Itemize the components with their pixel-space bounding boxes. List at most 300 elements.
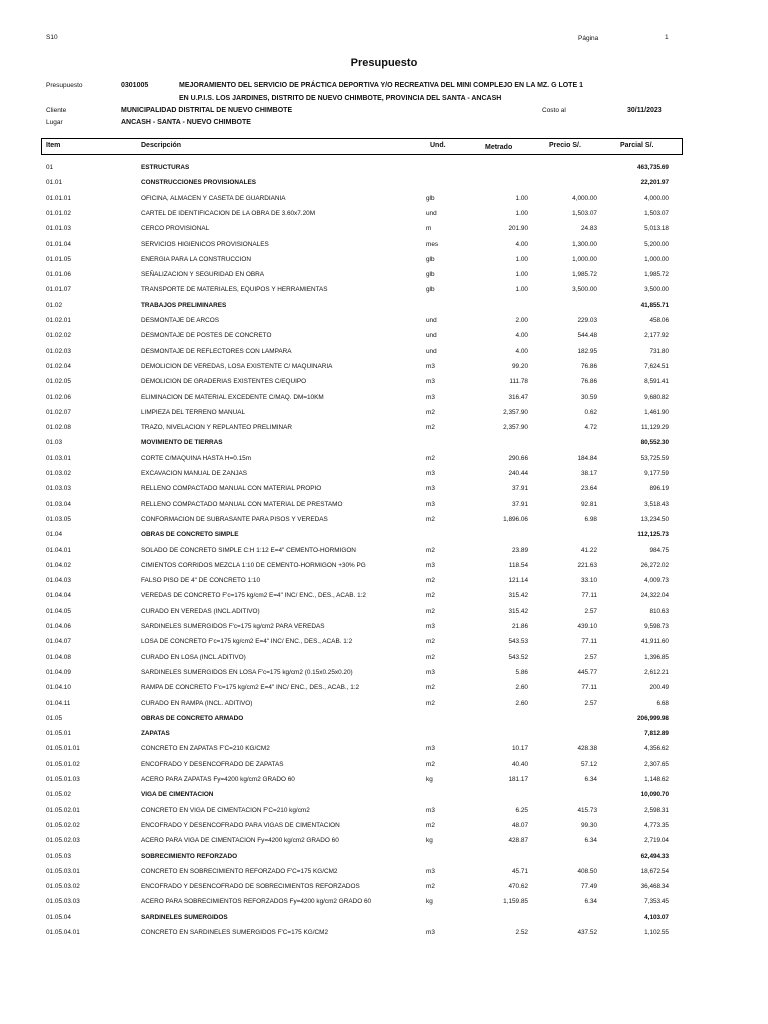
table-row — [0, 193, 768, 207]
parcial-cell: 24,322.04 — [640, 592, 669, 600]
precio-cell: 1,503.07 — [572, 209, 597, 217]
table-row — [0, 407, 768, 421]
item-cell: 01.03 — [46, 439, 62, 447]
costo-label: Costo al — [542, 107, 566, 114]
item-cell: 01.02.05 — [46, 378, 71, 386]
unit-cell: kg — [426, 837, 433, 845]
parcial-cell: 1,461.90 — [644, 408, 669, 416]
parcial-cell: 7,624.51 — [644, 362, 669, 370]
lugar-value: ANCASH - SANTA - NUEVO CHIMBOTE — [121, 119, 251, 126]
unit-cell: glb — [426, 286, 435, 294]
cliente-label: Cliente — [46, 107, 67, 114]
description-cell: CONCRETO EN SOBRECIMIENTO REFORZADO F'C=175 KG/CM2 — [141, 867, 338, 875]
precio-cell: 445.77 — [577, 668, 597, 676]
unit-cell: m2 — [426, 653, 435, 661]
description-cell: CURADO EN LOSA (INCL.ADITIVO) — [141, 653, 246, 661]
item-cell: 01.01.06 — [46, 271, 71, 279]
description-cell: TRAZO, NIVELACION Y REPLANTEO PRELIMINAR — [141, 424, 293, 432]
parcial-cell: 5,200.00 — [644, 240, 669, 248]
description-cell: CURADO EN RAMPA (INCL. ADITIVO) — [141, 699, 253, 707]
metrado-cell: 1.00 — [515, 209, 528, 217]
presupuesto-code: 0301005 — [121, 82, 149, 89]
precio-cell: 3,500.00 — [572, 286, 597, 294]
precio-cell: 544.48 — [577, 332, 597, 340]
parcial-cell: 1,000.00 — [644, 255, 669, 263]
parcial-cell: 112,125.73 — [637, 531, 669, 539]
table-row — [0, 743, 768, 757]
table-row — [0, 453, 768, 467]
table-row — [0, 499, 768, 513]
item-cell: 01.02 — [46, 301, 62, 309]
item-cell: 01.04.03 — [46, 577, 71, 585]
description-cell: ACERO PARA SOBRECIMIENTOS REFORZADOS Fy=4200 kg/cm2 GRADO 60 — [141, 898, 372, 906]
table-row — [0, 713, 768, 727]
unit-cell: m — [426, 225, 432, 233]
precio-cell: 23.64 — [581, 485, 597, 493]
parcial-cell: 8,591.41 — [644, 378, 669, 386]
unit-cell: m2 — [426, 454, 435, 462]
parcial-cell: 458.06 — [649, 317, 669, 324]
description-cell: VIGA DE CIMENTACION — [141, 791, 214, 799]
parcial-cell: 2,612.21 — [644, 668, 669, 676]
precio-cell: 6.34 — [584, 898, 597, 906]
report-code: S10 — [46, 34, 58, 41]
parcial-cell: 41,911.60 — [641, 638, 669, 646]
unit-cell: und — [426, 317, 437, 324]
description-cell: EXCAVACION MANUAL DE ZANJAS — [141, 470, 248, 477]
parcial-cell: 4,356.62 — [644, 745, 669, 753]
description-cell: TRABAJOS PRELIMINARES — [141, 301, 227, 309]
parcial-cell: 984.75 — [649, 546, 669, 554]
presupuesto-label: Presupuesto — [46, 82, 83, 89]
metrado-cell: 48.07 — [512, 821, 528, 829]
table-row — [0, 851, 768, 865]
description-cell: OFICINA, ALMACEN Y CASETA DE GUARDIANIA — [141, 194, 286, 202]
table-row — [0, 208, 768, 222]
description-cell: TRANSPORTE DE MATERIALES, EQUIPOS Y HERRAMIENTAS — [141, 286, 328, 294]
parcial-cell: 9,680.82 — [644, 393, 669, 401]
precio-cell: 1,000.00 — [572, 255, 597, 263]
metrado-cell: 111.78 — [509, 378, 528, 386]
item-cell: 01.03.01 — [46, 454, 71, 462]
table-row — [0, 254, 768, 268]
description-cell: ENCOFRADO Y DESENCOFRADO PARA VIGAS DE CIMENTACION — [141, 821, 340, 829]
unit-cell: m3 — [426, 929, 435, 936]
metrado-cell: 45.71 — [512, 867, 528, 875]
item-cell: 01.01.05 — [46, 255, 71, 263]
presupuesto-name-line1: MEJORAMIENTO DEL SERVICIO DE PRÁCTICA DEPORTIVA Y/O RECREATIVA DEL MINI COMPLEJO EN LA MZ. G LOTE 1 — [179, 82, 583, 89]
item-cell: 01.05.02.03 — [46, 837, 80, 845]
description-cell: RAMPA DE CONCRETO F'c=175 kg/cm2 E=4" INC/ ENC., DES., ACAB., 1:2 — [141, 684, 360, 692]
metrado-cell: 1,159.85 — [503, 898, 528, 906]
table-row — [0, 927, 768, 941]
table-row — [0, 284, 768, 298]
description-cell: CONCRETO EN VIGA DE CIMENTACION F'C=210 kg/cm2 — [141, 806, 310, 814]
item-cell: 01.05.01 — [46, 730, 71, 738]
description-cell: LOSA DE CONCRETO F'c=175 kg/cm2 E=4" INC/ ENC., DES., ACAB. 1:2 — [141, 638, 353, 646]
col-metrado-header: Metrado — [485, 144, 513, 151]
parcial-cell: 1,396.85 — [644, 653, 669, 661]
item-cell: 01.02.07 — [46, 408, 71, 416]
parcial-cell: 4,103.07 — [644, 913, 669, 921]
item-cell: 01.02.04 — [46, 362, 71, 370]
parcial-cell: 9,177.59 — [644, 470, 669, 477]
unit-cell: m2 — [426, 760, 435, 768]
metrado-cell: 470.62 — [508, 883, 528, 891]
parcial-cell: 41,855.71 — [640, 301, 669, 309]
metrado-cell: 2,357.90 — [503, 424, 528, 432]
description-cell: ENERGIA PARA LA CONSTRUCCION — [141, 255, 251, 263]
parcial-cell: 2,598.31 — [644, 806, 669, 814]
description-cell: CURADO EN VEREDAS (INCL.ADITIVO) — [141, 607, 260, 615]
table-row — [0, 774, 768, 788]
parcial-cell: 10,090.70 — [640, 791, 669, 799]
unit-cell: m3 — [426, 485, 435, 493]
item-cell: 01.04 — [46, 531, 62, 539]
col-item-header: Item — [46, 142, 61, 149]
unit-cell: glb — [426, 271, 435, 279]
precio-cell: 41.22 — [581, 546, 597, 554]
unit-cell: m3 — [426, 561, 435, 569]
parcial-cell: 896.19 — [649, 485, 669, 493]
unit-cell: glb — [426, 194, 435, 202]
metrado-cell: 4.00 — [515, 347, 528, 355]
table-row — [0, 177, 768, 191]
description-cell: MOVIMIENTO DE TIERRAS — [141, 439, 223, 447]
item-cell: 01.04.06 — [46, 623, 71, 630]
precio-cell: 6.34 — [584, 776, 597, 783]
unit-cell: m2 — [426, 424, 435, 432]
table-row — [0, 881, 768, 895]
description-cell: CONCRETO EN SARDINELES SUMERGIDOS F'C=175 KG/CM2 — [141, 929, 329, 936]
item-cell: 01.02.01 — [46, 317, 71, 324]
metrado-cell: 118.54 — [508, 561, 528, 569]
table-row — [0, 667, 768, 681]
description-cell: ENCOFRADO Y DESENCOFRADO DE SOBRECIMIENTOS REFORZADOS — [141, 883, 360, 891]
metrado-cell: 2.60 — [515, 684, 528, 692]
metrado-cell: 1.00 — [515, 255, 528, 263]
table-row — [0, 866, 768, 880]
item-cell: 01.04.05 — [46, 607, 71, 615]
description-cell: DESMONTAJE DE REFLECTORES CON LAMPARA — [141, 347, 292, 355]
col-parcial-header: Parcial S/. — [620, 142, 654, 149]
metrado-cell: 23.89 — [512, 546, 528, 554]
metrado-cell: 181.17 — [508, 776, 528, 783]
col-desc-header: Descripción — [141, 142, 182, 149]
parcial-cell: 4,773.35 — [644, 821, 669, 829]
item-cell: 01.04.02 — [46, 561, 71, 569]
costo-date: 30/11/2023 — [627, 107, 662, 114]
precio-cell: 38.17 — [581, 470, 597, 477]
description-cell: SERVICIOS HIGIENICOS PROVISIONALES — [141, 240, 269, 248]
unit-cell: m2 — [426, 821, 435, 829]
item-cell: 01.05.03.03 — [46, 898, 80, 906]
description-cell: SOLADO DE CONCRETO SIMPLE C:H 1:12 E=4" CEMENTO-HORMIGON — [141, 546, 356, 554]
item-cell: 01.05.01.02 — [46, 760, 80, 768]
metrado-cell: 6.25 — [515, 806, 528, 814]
parcial-cell: 7,812.89 — [644, 730, 669, 738]
item-cell: 01.03.03 — [46, 485, 71, 493]
precio-cell: 2.57 — [584, 653, 597, 661]
parcial-cell: 2,177.92 — [644, 332, 669, 340]
table-row — [0, 346, 768, 360]
precio-cell: 4.72 — [584, 424, 597, 432]
table-row — [0, 636, 768, 650]
parcial-cell: 4,000.00 — [644, 194, 669, 202]
metrado-cell: 2.60 — [515, 699, 528, 707]
unit-cell: m3 — [426, 393, 435, 401]
precio-cell: 415.73 — [577, 806, 597, 814]
unit-cell: m3 — [426, 378, 435, 386]
unit-cell: m3 — [426, 806, 435, 814]
table-row — [0, 376, 768, 390]
precio-cell: 92.81 — [581, 500, 597, 508]
table-row — [0, 330, 768, 344]
metrado-cell: 2.00 — [515, 317, 528, 324]
precio-cell: 1,300.00 — [572, 240, 597, 248]
lugar-label: Lugar — [46, 119, 63, 126]
metrado-cell: 21.86 — [512, 623, 528, 630]
table-row — [0, 820, 768, 834]
item-cell: 01.05.01.01 — [46, 745, 80, 753]
precio-cell: 437.52 — [577, 929, 597, 936]
metrado-cell: 1.00 — [515, 194, 528, 202]
metrado-cell: 40.40 — [512, 760, 528, 768]
page-label: Página — [578, 35, 599, 42]
description-cell: CIMIENTOS CORRIDOS MEZCLA 1:10 DE CEMENTO-HORMIGON +30% PG — [141, 561, 366, 569]
precio-cell: 76.86 — [581, 362, 597, 370]
metrado-cell: 4.00 — [515, 240, 528, 248]
item-cell: 01.05.04 — [46, 913, 71, 921]
metrado-cell: 315.42 — [508, 592, 528, 600]
precio-cell: 184.84 — [577, 454, 597, 462]
precio-cell: 221.63 — [577, 561, 597, 569]
parcial-cell: 22,201.97 — [640, 179, 669, 187]
description-cell: SEÑALIZACION Y SEGURIDAD EN OBRA — [141, 271, 264, 279]
table-row — [0, 621, 768, 635]
precio-cell: 2.57 — [584, 699, 597, 707]
unit-cell: m2 — [426, 883, 435, 891]
description-cell: CONSTRUCCIONES PROVISIONALES — [141, 179, 257, 187]
parcial-cell: 206,999.98 — [637, 714, 669, 722]
precio-cell: 77.11 — [581, 592, 597, 600]
metrado-cell: 543.53 — [508, 638, 528, 646]
parcial-cell: 7,353.45 — [644, 898, 669, 906]
table-row — [0, 728, 768, 742]
precio-cell: 33.10 — [581, 577, 597, 585]
item-cell: 01.04.10 — [46, 684, 71, 692]
table-header — [41, 138, 683, 155]
table-row — [0, 759, 768, 773]
metrado-cell: 1,896.06 — [503, 515, 528, 523]
item-cell: 01.04.07 — [46, 638, 71, 646]
table-row — [0, 468, 768, 482]
description-cell: LIMPIEZA DEL TERRENO MANUAL — [141, 408, 246, 416]
table-row — [0, 514, 768, 528]
parcial-cell: 53,725.59 — [640, 454, 669, 462]
precio-cell: 77.11 — [581, 638, 597, 646]
item-cell: 01.04.04 — [46, 592, 71, 600]
table-row — [0, 269, 768, 283]
table-row — [0, 483, 768, 497]
precio-cell: 6.34 — [584, 837, 597, 845]
item-cell: 01.05.02.01 — [46, 806, 80, 814]
parcial-cell: 18,672.54 — [640, 867, 669, 875]
description-cell: RELLENO COMPACTADO MANUAL CON MATERIAL PROPIO — [141, 485, 322, 493]
unit-cell: m3 — [426, 362, 435, 370]
unit-cell: m3 — [426, 745, 435, 753]
metrado-cell: 121.14 — [508, 577, 528, 585]
table-row — [0, 223, 768, 237]
unit-cell: m2 — [426, 546, 435, 554]
table-row — [0, 437, 768, 451]
parcial-cell: 5,013.18 — [644, 225, 669, 233]
parcial-cell: 11,129.29 — [641, 424, 669, 432]
table-row — [0, 789, 768, 803]
item-cell: 01.01 — [46, 179, 62, 187]
unit-cell: m3 — [426, 668, 435, 676]
item-cell: 01.04.09 — [46, 668, 71, 676]
table-row — [0, 545, 768, 559]
metrado-cell: 4.00 — [515, 332, 528, 340]
description-cell: SARDINELES SUMERGIDOS F'c=175 kg/cm2 PARA VEREDAS — [141, 623, 325, 630]
item-cell: 01.01.07 — [46, 286, 71, 294]
precio-cell: 77.49 — [581, 883, 597, 891]
parcial-cell: 3,500.00 — [644, 286, 669, 294]
table-row — [0, 896, 768, 910]
description-cell: CONFORMACION DE SUBRASANTE PARA PISOS Y VEREDAS — [141, 515, 328, 523]
item-cell: 01.03.05 — [46, 515, 71, 523]
unit-cell: mes — [426, 240, 439, 248]
description-cell: SARDINELES SUMERGIDOS — [141, 913, 228, 921]
description-cell: CORTE C/MAQUINA HASTA H=0.15m — [141, 454, 252, 462]
parcial-cell: 36,468.34 — [640, 883, 669, 891]
parcial-cell: 1,102.55 — [644, 929, 669, 936]
unit-cell: m2 — [426, 515, 435, 523]
description-cell: DESMONTAJE DE ARCOS — [141, 317, 220, 324]
metrado-cell: 99.20 — [512, 362, 528, 370]
parcial-cell: 2,307.65 — [644, 760, 669, 768]
metrado-cell: 543.52 — [508, 653, 528, 661]
description-cell: DESMONTAJE DE POSTES DE CONCRETO — [141, 332, 272, 340]
item-cell: 01.05.03.02 — [46, 883, 80, 891]
parcial-cell: 3,518.43 — [644, 500, 669, 508]
metrado-cell: 5.86 — [515, 668, 528, 676]
table-row — [0, 805, 768, 819]
precio-cell: 0.62 — [584, 408, 597, 416]
table-row — [0, 560, 768, 574]
item-cell: 01.05.03.01 — [46, 867, 80, 875]
unit-cell: kg — [426, 898, 433, 906]
unit-cell: m3 — [426, 867, 435, 875]
table-row — [0, 300, 768, 314]
unit-cell: und — [426, 347, 437, 355]
table-row — [0, 162, 768, 176]
table-row — [0, 835, 768, 849]
metrado-cell: 10.17 — [512, 745, 528, 753]
description-cell: DEMOLICION DE VEREDAS, LOSA EXISTENTE C/ MAQUINARIA — [141, 362, 333, 370]
parcial-cell: 62,494.33 — [640, 852, 669, 860]
metrado-cell: 315.42 — [508, 607, 528, 615]
metrado-cell: 1.00 — [515, 286, 528, 294]
item-cell: 01.02.02 — [46, 332, 71, 340]
metrado-cell: 1.00 — [515, 271, 528, 279]
parcial-cell: 2,719.04 — [644, 837, 669, 845]
item-cell: 01.04.08 — [46, 653, 71, 661]
table-row — [0, 912, 768, 926]
description-cell: DEMOLICION DE GRADERIAS EXISTENTES C/EQUIPO — [141, 378, 307, 386]
unit-cell: m2 — [426, 684, 435, 692]
item-cell: 01.05.04.01 — [46, 929, 80, 936]
precio-cell: 428.38 — [577, 745, 597, 753]
precio-cell: 6.98 — [584, 515, 597, 523]
description-cell: CERCO PROVISIONAL — [141, 225, 210, 233]
precio-cell: 229.03 — [577, 317, 597, 324]
description-cell: CARTEL DE IDENTIFICACION DE LA OBRA DE 3.60x7.20M — [141, 209, 316, 217]
parcial-cell: 200.49 — [649, 684, 669, 692]
table-row — [0, 239, 768, 253]
parcial-cell: 6.68 — [656, 699, 669, 707]
item-cell: 01.04.01 — [46, 546, 71, 554]
parcial-cell: 4,009.73 — [644, 577, 669, 585]
table-row — [0, 315, 768, 329]
description-cell: CONCRETO EN ZAPATAS F'C=210 KG/CM2 — [141, 745, 270, 753]
item-cell: 01.04.11 — [46, 699, 71, 707]
table-row — [0, 392, 768, 406]
metrado-cell: 290.66 — [508, 454, 528, 462]
precio-cell: 439.10 — [577, 623, 597, 630]
description-cell: ACERO PARA VIGA DE CIMENTACION Fy=4200 kg/cm2 GRADO 60 — [141, 837, 339, 845]
metrado-cell: 428.87 — [508, 837, 528, 845]
metrado-cell: 240.44 — [508, 470, 528, 477]
item-cell: 01.01.02 — [46, 209, 71, 217]
table-row — [0, 606, 768, 620]
unit-cell: m3 — [426, 623, 435, 630]
page-title: Presupuesto — [350, 57, 418, 69]
unit-cell: m2 — [426, 638, 435, 646]
unit-cell: m2 — [426, 592, 435, 600]
metrado-cell: 2.52 — [515, 929, 528, 936]
precio-cell: 1,985.72 — [572, 271, 597, 279]
precio-cell: 4,000.00 — [572, 194, 597, 202]
item-cell: 01.03.04 — [46, 500, 71, 508]
item-cell: 01.05.01.03 — [46, 776, 80, 783]
description-cell: ENCOFRADO Y DESENCOFRADO DE ZAPATAS — [141, 760, 284, 768]
precio-cell: 76.86 — [581, 378, 597, 386]
precio-cell: 24.83 — [581, 225, 597, 233]
unit-cell: m3 — [426, 500, 435, 508]
table-row — [0, 361, 768, 375]
metrado-cell: 316.47 — [508, 393, 528, 401]
presupuesto-name-line2: EN U.P.I.S. LOS JARDINES, DISTRITO DE NUEVO CHIMBOTE, PROVINCIA DEL SANTA - ANCASH — [179, 95, 502, 102]
parcial-cell: 26,272.02 — [640, 561, 669, 569]
description-cell: ESTRUCTURAS — [141, 164, 190, 171]
unit-cell: kg — [426, 776, 433, 783]
precio-cell: 30.59 — [581, 393, 597, 401]
precio-cell: 408.50 — [577, 867, 597, 875]
description-cell: SOBRECIMIENTO REFORZADO — [141, 852, 238, 860]
precio-cell: 77.11 — [581, 684, 597, 692]
cliente-value: MUNICIPALIDAD DISTRITAL DE NUEVO CHIMBOTE — [121, 107, 293, 114]
description-cell: SARDINELES SUMERGIDOS EN LOSA F'c=175 kg/cm2 (0.15x0.25x0.20) — [141, 668, 353, 676]
unit-cell: m2 — [426, 408, 435, 416]
unit-cell: m2 — [426, 607, 435, 615]
description-cell: ZAPATAS — [141, 730, 170, 738]
description-cell: ACERO PARA ZAPATAS Fy=4200 kg/cm2 GRADO 60 — [141, 776, 295, 783]
description-cell: FALSO PISO DE 4" DE CONCRETO 1:10 — [141, 577, 260, 585]
parcial-cell: 1,985.72 — [644, 271, 669, 279]
table-row — [0, 682, 768, 696]
